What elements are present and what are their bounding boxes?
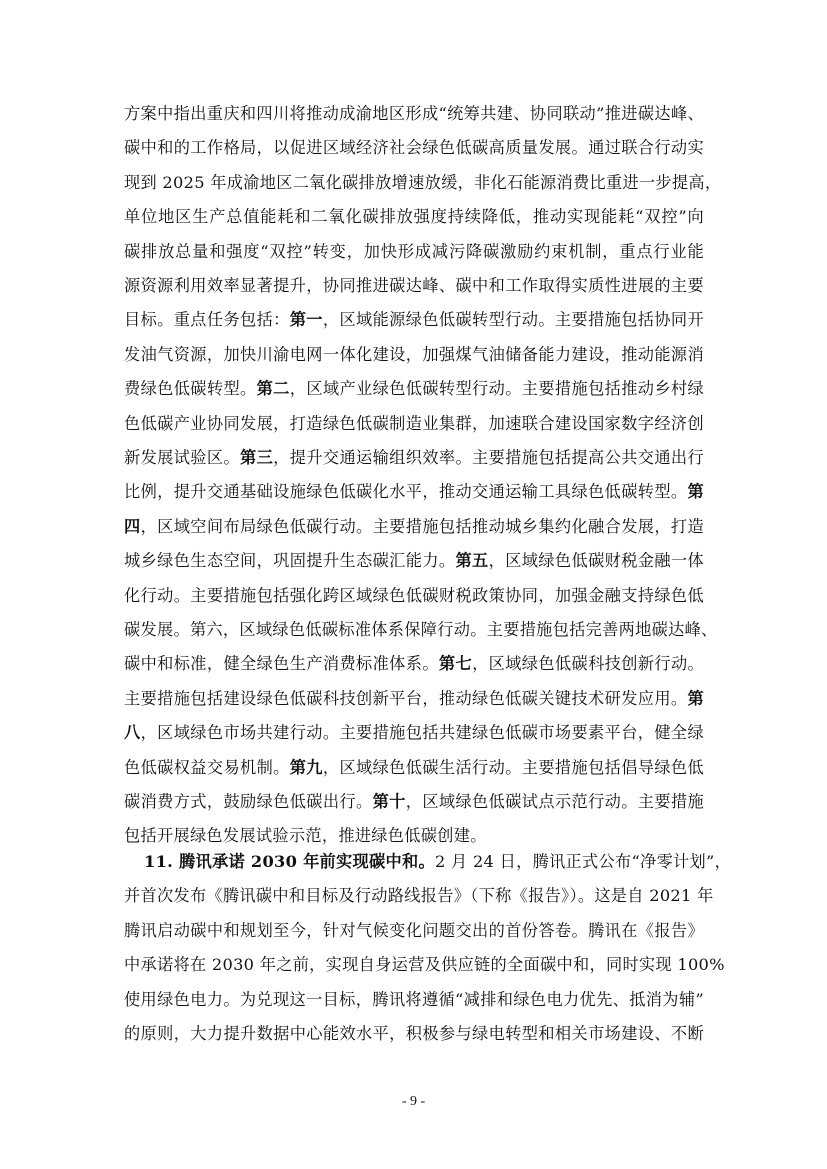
text-run: 碳中和标准，健全绿色生产消费标准体系。 <box>124 654 439 674</box>
text-run: 主要措施包括建设绿色低碳科技创新平台，推动绿色低碳关键技术研发应用。 <box>124 688 688 708</box>
text-line <box>124 97 704 131</box>
text-run: 包括开展绿色发展试验示范，推进绿色低碳创建。 <box>124 826 487 846</box>
text-run: 2 月 24 日，腾讯正式公布“净零计划”， <box>434 852 732 871</box>
text-run: ，区域产业绿色低碳转型行动。主要措施包括推动乡村绿 <box>289 379 704 399</box>
text-run: ，提升交通运输组织效率。主要措施包括提高公共交通出行 <box>273 448 704 467</box>
text-run: 发油气资源，加快川渝电网一体化建设，加强煤气油储备能力建设，推动能源消 <box>124 344 704 364</box>
text-run: 色低碳产业协同发展，打造绿色低碳制造业集群，加速联合建设国家数字经济创 <box>124 413 704 433</box>
text-run: 并首次发布《腾讯碳中和目标及行动路线报告》（下称《报告》）。这是自 2021 年 <box>124 886 714 906</box>
text-run: 的原则，大力提升数据中心能效水平，积极参与绿电转型和相关市场建设、不断 <box>124 1024 704 1043</box>
text-run: ，区域绿色低碳试点示范行动。主要措施 <box>405 792 704 811</box>
text-line <box>124 1017 704 1051</box>
text-run: ，区域绿色市场共建行动。主要措施包括共建绿色低碳市场要素平台，健全绿 <box>140 723 704 743</box>
text-run: ，区域绿色低碳财税金融一体 <box>488 551 704 571</box>
text-line <box>124 716 704 750</box>
text-run: 中承诺将在 2030 年之前，实现自身运营及供应链的全面碳中和，同时实现 100% <box>124 955 725 975</box>
text-run: 方案中指出重庆和四川将推动成渝地区形成“统筹共建、协同联动”推进碳达峰、 <box>124 104 704 123</box>
text-line <box>124 338 704 372</box>
bold-text-run: 第一 <box>289 310 323 330</box>
bold-text-run: 八 <box>124 723 141 743</box>
text-run: 源资源利用效率显著提升，协同推进碳达峰、碳中和工作取得实质性进展的主要 <box>124 276 704 295</box>
text-line <box>124 948 725 982</box>
text-run: 目标。重点任务包括： <box>124 310 290 330</box>
text-line <box>124 544 704 578</box>
text-line <box>124 983 704 1017</box>
text-run: ，区域绿色低碳生活行动。主要措施包括倡导绿色低 <box>322 757 704 777</box>
text-line <box>124 914 704 948</box>
text-run: 费绿色低碳转型。 <box>124 379 257 399</box>
text-run: 现到 2025 年成渝地区二氧化碳排放增速放缓，非化石能源消费比重进一步提高， <box>124 172 722 192</box>
text-line <box>124 200 704 234</box>
bold-text-run: 第二 <box>256 379 290 399</box>
text-run: 碳消费方式，鼓励绿色低碳出行。 <box>124 792 373 811</box>
bold-text-run: 11. 腾讯承诺 2030 年前实现碳中和。 <box>144 852 435 871</box>
bold-text-run: 第五 <box>455 551 489 571</box>
text-line <box>124 441 704 475</box>
bold-text-run: 第三 <box>240 448 274 467</box>
text-line <box>124 235 704 269</box>
text-line <box>124 682 704 716</box>
text-run: 单位地区生产总值能耗和二氧化碳排放强度持续降低，推动实现能耗“双控”向 <box>124 207 704 227</box>
bold-text-run: 第十 <box>372 792 406 811</box>
text-run: 碳中和的工作格局，以促进区域经济社会绿色低碳高质量发展。通过联合行动实 <box>124 138 704 158</box>
text-run: 使用绿色电力。为兑现这一目标，腾讯将遵循“减排和绿色电力优先、抵消为辅” <box>124 989 704 1009</box>
text-line <box>124 475 704 509</box>
text-run: 城乡绿色生态空间，巩固提升生态碳汇能力。 <box>124 551 456 571</box>
text-run: 比例，提升交通基础设施绿色低碳化水平，推动交通运输工具绿色低碳转型。 <box>124 482 688 502</box>
text-line <box>124 579 704 613</box>
text-line <box>124 166 722 200</box>
text-run: 碳发展。第六，区域绿色低碳标准体系保障行动。主要措施包括完善两地碳达峰、 <box>124 620 718 639</box>
text-line <box>124 785 704 819</box>
text-line <box>124 879 714 913</box>
text-line <box>124 131 704 165</box>
text-line <box>124 407 704 441</box>
bold-text-run: 第七 <box>438 654 473 674</box>
text-run: 色低碳权益交易机制。 <box>124 757 290 777</box>
text-line <box>124 303 704 337</box>
text-line <box>124 647 704 681</box>
text-run: 化行动。主要措施包括强化跨区域绿色低碳财税政策协同，加强金融支持绿色低 <box>124 585 704 605</box>
bold-text-run: 第九 <box>289 757 323 777</box>
text-line <box>124 613 718 647</box>
bold-text-run: 四 <box>124 516 141 536</box>
bold-text-run: 第 <box>687 688 704 708</box>
page-number: - 9 - <box>401 1094 426 1109</box>
text-run: ，区域绿色低碳科技创新行动。 <box>472 654 705 674</box>
text-line <box>124 751 704 785</box>
text-run: 腾讯启动碳中和规划至今，针对气候变化问题交出的首份答卷。腾讯在《报告》 <box>124 920 704 940</box>
text-run: 碳排放总量和强度“双控”转变，加快形成减污降碳激励约束机制，重点行业能 <box>124 241 704 261</box>
text-line <box>124 510 704 544</box>
text-line <box>124 269 704 303</box>
text-line <box>144 845 732 879</box>
text-line <box>124 372 704 406</box>
text-run: ，区域空间布局绿色低碳行动。主要措施包括推动城乡集约化融合发展，打造 <box>140 516 704 536</box>
text-run: 新发展试验区。 <box>124 448 241 467</box>
bold-text-run: 第 <box>687 482 704 502</box>
text-run: ，区域能源绿色低碳转型行动。主要措施包括协同开 <box>322 310 704 330</box>
